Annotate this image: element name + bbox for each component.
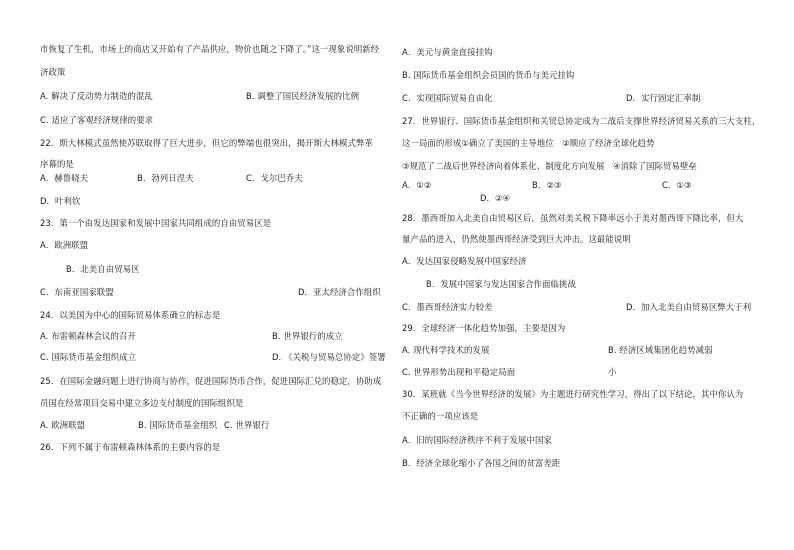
- answer-option: D. 《关税与贸易总协定》签署: [272, 352, 386, 362]
- question-text: 序幕的是: [40, 159, 74, 169]
- answer-option: C．东南亚国家联盟: [40, 287, 114, 297]
- answer-option: A．赫鲁晓夫: [40, 173, 89, 183]
- answer-option: C．墨西哥经济实力较差: [402, 302, 493, 312]
- question-28: 28．墨西哥加入北美自由贸易区后，虽然对美关税下降率远小于美对墨西哥下降比率，但大: [402, 213, 744, 223]
- answer-option: C．戈尔巴乔夫: [246, 173, 303, 183]
- question-29: 29．全球经济一体化趋势加强，主要是因为: [402, 323, 566, 333]
- answer-option: B. 世界银行的成立: [272, 331, 343, 341]
- right-column: [402, 0, 762, 550]
- question-text: 员国在经常项目交易中建立多边支付制度的国际组织是: [40, 398, 244, 408]
- question-26: 26．下列不属于布雷顿森林体系的主要内容的是: [40, 442, 221, 452]
- answer-option: A. 欧洲联盟: [40, 420, 86, 430]
- answer-option: D．②④: [480, 193, 511, 203]
- answer-option: C. 世界形势出现和平稳定局面: [402, 367, 516, 377]
- question-22: 22．斯大林模式虽然使苏联取得了巨大进步，但它的弊端也很突出，揭开斯大林模式弊革: [40, 138, 373, 148]
- answer-option: C. 适应了客观经济规律的要求: [40, 115, 154, 125]
- answer-option: B. 调整了国民经济发展的比例: [246, 91, 360, 101]
- question-text: 量产品的进入，仍然使墨西哥经济受到巨大冲击。这最能说明: [402, 234, 631, 244]
- answer-option: A. 解决了反动势力制造的混乱: [40, 91, 153, 101]
- answer-option: A. 现代科学技术的发展: [402, 345, 490, 355]
- answer-option: D．亚太经济合作组织: [298, 287, 381, 297]
- question-30: 30．某班就《当今世界经济的发展》为主题进行研究性学习，得出了以下结论，其中你认为: [402, 389, 744, 399]
- answer-option: D．实行固定汇率制: [626, 93, 701, 103]
- question-text: 济政策: [40, 67, 66, 77]
- question-23: 23．第一个由发达国家和发展中国家共同组成的自由贸易区是: [40, 218, 272, 228]
- question-25: 25．在国际金融问题上进行协商与协作，促进国际货币合作，促进国际汇兑的稳定，协助成: [40, 376, 382, 386]
- question-24: 24．以美国为中心的国际贸易体系确立的标志是: [40, 310, 221, 320]
- question-text: 市恢复了生机，市场上的商店又开始有了产品供应，物价也随之下降了。”这一现象说明新经: [40, 44, 380, 54]
- answer-option: B．发展中国家与发达国家合作面临挑战: [426, 279, 576, 289]
- question-text: 小: [608, 367, 617, 377]
- question-27: 27．世界银行、国际货币基金组织和关贸总协定成为二战后支撑世界经济贸易关系的三大支柱，: [402, 116, 761, 126]
- answer-option: A．发达国家侵略发展中国家经济: [402, 256, 527, 266]
- answer-option: A．旧的国际经济秩序不利于发展中国家: [402, 435, 552, 445]
- answer-option: B．勃列日涅夫: [137, 173, 194, 183]
- answer-option: C. 国际货币基金组织成立: [40, 352, 137, 362]
- question-text: ③规范了二战后世界经济向着体系化、制度化方向发展 ④消除了国际贸易壁垒: [402, 161, 697, 171]
- answer-option: B. 国际货币基金组织会员国的货币与美元挂钩: [402, 70, 575, 80]
- question-text: 这一局面的形成①确立了美国的主导地位 ②顺应了经济全球化趋势: [402, 138, 655, 148]
- answer-option: D．叶利钦: [40, 196, 81, 206]
- answer-option: A．欧洲联盟: [40, 240, 89, 250]
- answer-option: A. 布雷顿森林会议的召开: [40, 331, 136, 341]
- answer-option: A．①②: [402, 180, 432, 190]
- answer-option: B．经济全球化缩小了各国之间的贫富差距: [402, 458, 561, 468]
- answer-option: B．②③: [532, 180, 562, 190]
- answer-option: A．美元与黄金直接挂钩: [402, 47, 493, 57]
- answer-option: B. 国际货币基金组织: [138, 420, 218, 430]
- answer-option: C．①③: [662, 180, 692, 190]
- answer-option: B．北美自由贸易区: [66, 264, 140, 274]
- answer-option: C. 世界银行: [224, 420, 270, 430]
- left-column: [40, 0, 400, 550]
- answer-option: B. 经济区域集团化趋势减弱: [608, 345, 713, 355]
- answer-option: C．实现国际贸易自由化: [402, 93, 493, 103]
- answer-option: D．加入北美自由贸易区弊大于利: [626, 302, 752, 312]
- question-text: 不正确的一项应该是: [402, 411, 479, 421]
